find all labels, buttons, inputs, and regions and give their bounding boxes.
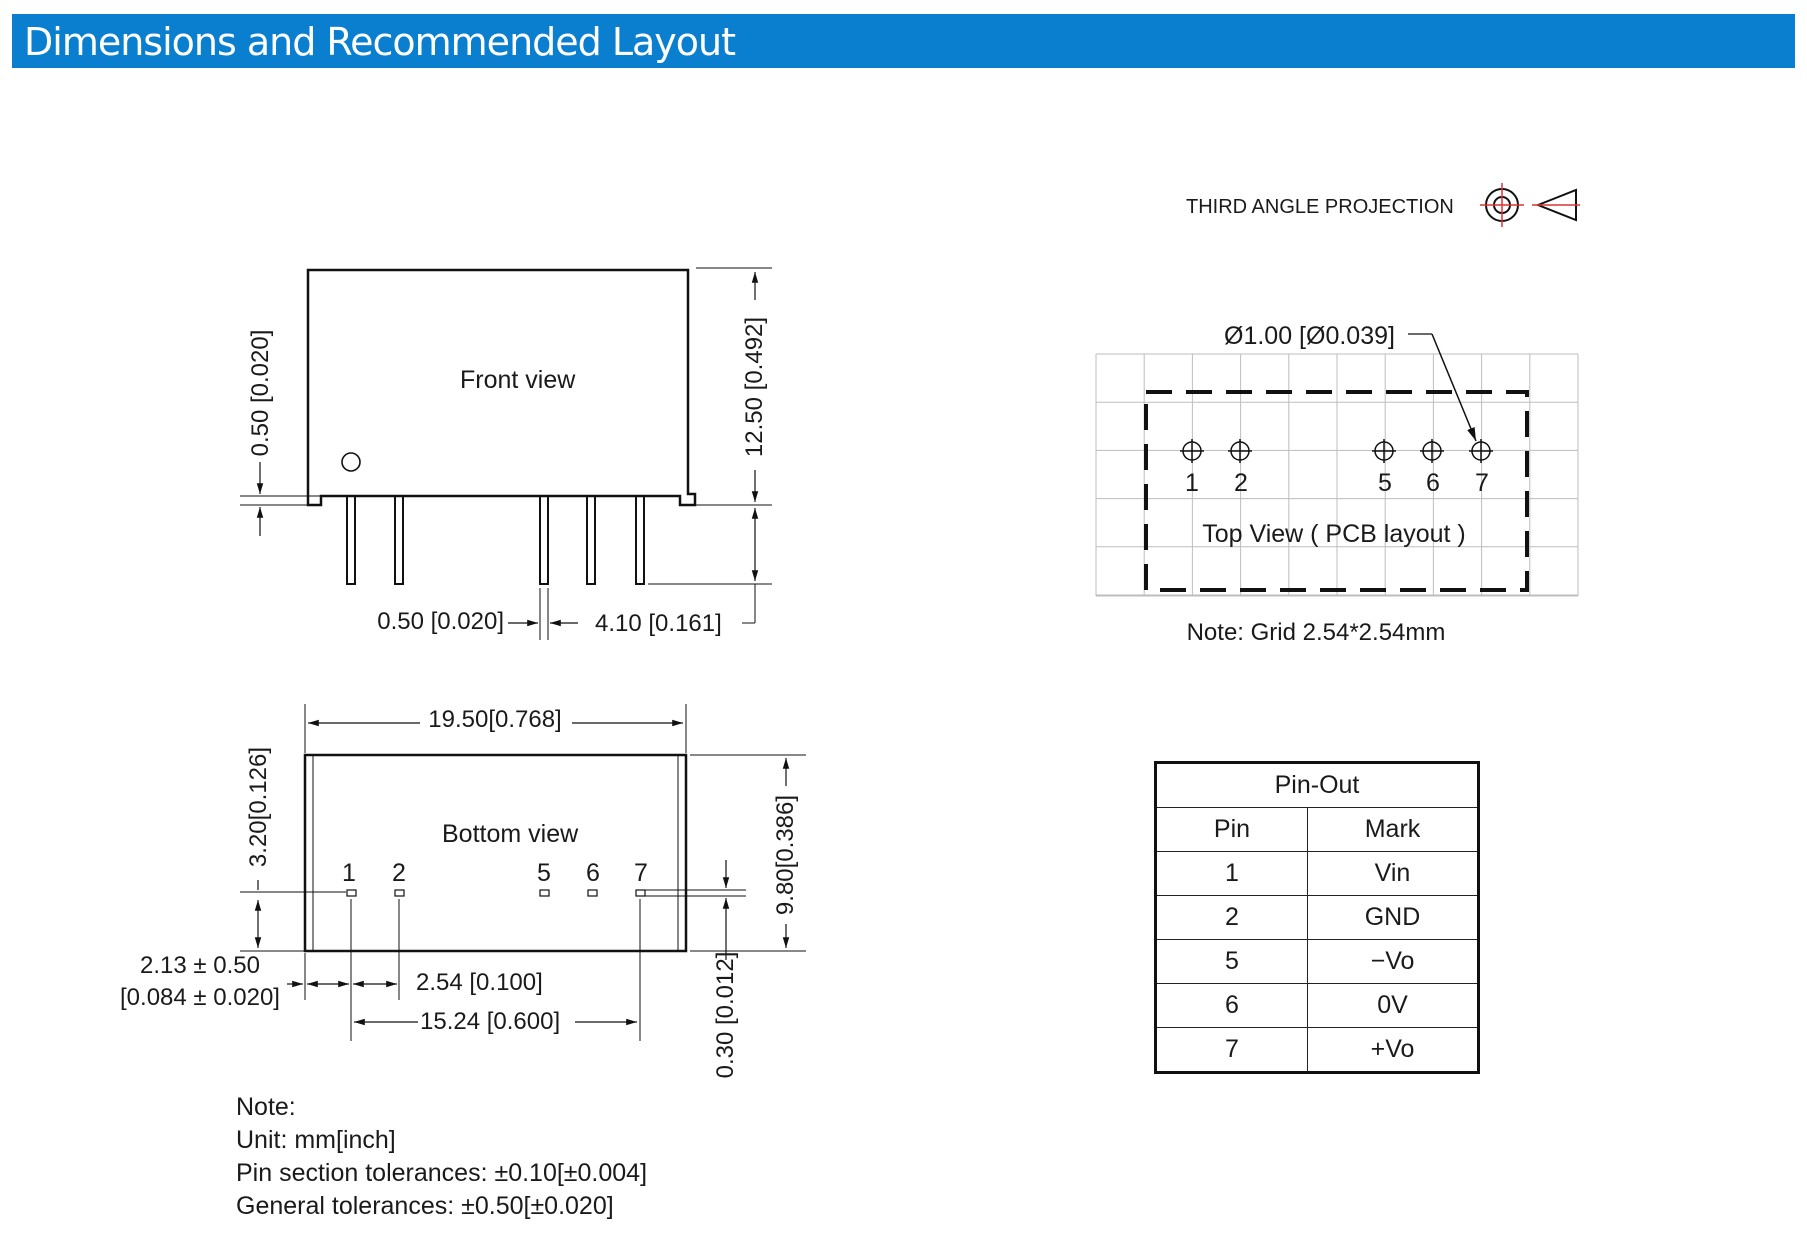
pinout-pin: 6 <box>1156 984 1308 1028</box>
bottom-pin-label: 6 <box>586 859 600 887</box>
notes-unit: Unit: mm[inch] <box>236 1126 396 1154</box>
page-title: Dimensions and Recommended Layout <box>24 20 736 64</box>
front-view <box>240 268 772 640</box>
pcb-pin-label: 1 <box>1185 469 1199 497</box>
table-row <box>1156 852 1479 896</box>
projection-label: THIRD ANGLE PROJECTION <box>1186 196 1454 218</box>
pin-thickness-dimension: 0.30 [0.012] <box>712 951 739 1079</box>
front-standoff-dimension: 0.50 [0.020] <box>247 329 274 457</box>
bottom-pin-row-dimension: 3.20[0.126] <box>245 746 272 868</box>
grid-note: Note: Grid 2.54*2.54mm <box>1186 619 1446 646</box>
pinout-mark: +Vo <box>1308 1028 1479 1073</box>
table-row <box>1156 1028 1479 1073</box>
pcb-pin-label: 5 <box>1378 469 1392 497</box>
pcb-pin-label: 6 <box>1426 469 1440 497</box>
pinout-mark: Vin <box>1308 852 1479 896</box>
projection-symbol-icon <box>1480 183 1580 227</box>
notes-pin-tolerance: Pin section tolerances: ±0.10[±0.004] <box>236 1159 648 1187</box>
pinout-mark: GND <box>1308 896 1479 940</box>
pinout-mark: −Vo <box>1308 940 1479 984</box>
edge-dimension-line1: 2.13 ± 0.50 <box>140 952 260 979</box>
table-row <box>1156 984 1479 1028</box>
pinout-pin: 2 <box>1156 896 1308 940</box>
front-pin-length-dimension: 4.10 [0.161] <box>595 610 722 637</box>
notes-heading: Note: <box>236 1093 296 1121</box>
top-view-title: Top View ( PCB layout ) <box>1202 520 1466 548</box>
pinout-mark: 0V <box>1308 984 1479 1028</box>
pinout-pin: 7 <box>1156 1028 1308 1073</box>
pinout-header-row <box>1156 808 1479 852</box>
pinout-header-mark: Mark <box>1308 808 1479 852</box>
pcb-pin-label: 2 <box>1234 469 1248 497</box>
bottom-length-dimension: 19.50[0.768] <box>428 706 562 733</box>
pinout-pin: 5 <box>1156 940 1308 984</box>
pitch-dimension: 2.54 [0.100] <box>416 969 543 996</box>
bottom-pin-label: 1 <box>342 859 356 887</box>
pinout-pin: 1 <box>1156 852 1308 896</box>
pinout-title: Pin-Out <box>1156 763 1479 808</box>
pinout-table <box>1154 761 1480 1074</box>
front-height-dimension: 12.50 [0.492] <box>741 316 768 458</box>
bottom-pin-label: 5 <box>537 859 551 887</box>
notes-general-tolerance: General tolerances: ±0.50[±0.020] <box>236 1192 614 1220</box>
hole-diameter-dimension: Ø1.00 [Ø0.039] <box>1224 322 1395 350</box>
table-row <box>1156 896 1479 940</box>
pinout-title-row <box>1156 763 1479 808</box>
notes-block <box>236 1091 647 1223</box>
edge-dimension-line2: [0.084 ± 0.020] <box>120 984 280 1011</box>
bottom-view-title: Bottom view <box>442 820 579 848</box>
span-dimension: 15.24 [0.600] <box>420 1008 561 1035</box>
pinout-header-pin: Pin <box>1156 808 1308 852</box>
bottom-pin-label: 2 <box>392 859 406 887</box>
third-angle-projection <box>1186 183 1580 227</box>
pcb-pin-label: 7 <box>1475 469 1489 497</box>
table-row <box>1156 940 1479 984</box>
bottom-width-dimension: 9.80[0.386] <box>772 794 799 916</box>
front-view-title: Front view <box>460 366 576 394</box>
front-pin-width-dimension: 0.50 [0.020] <box>377 608 504 635</box>
bottom-pin-label: 7 <box>634 859 648 887</box>
